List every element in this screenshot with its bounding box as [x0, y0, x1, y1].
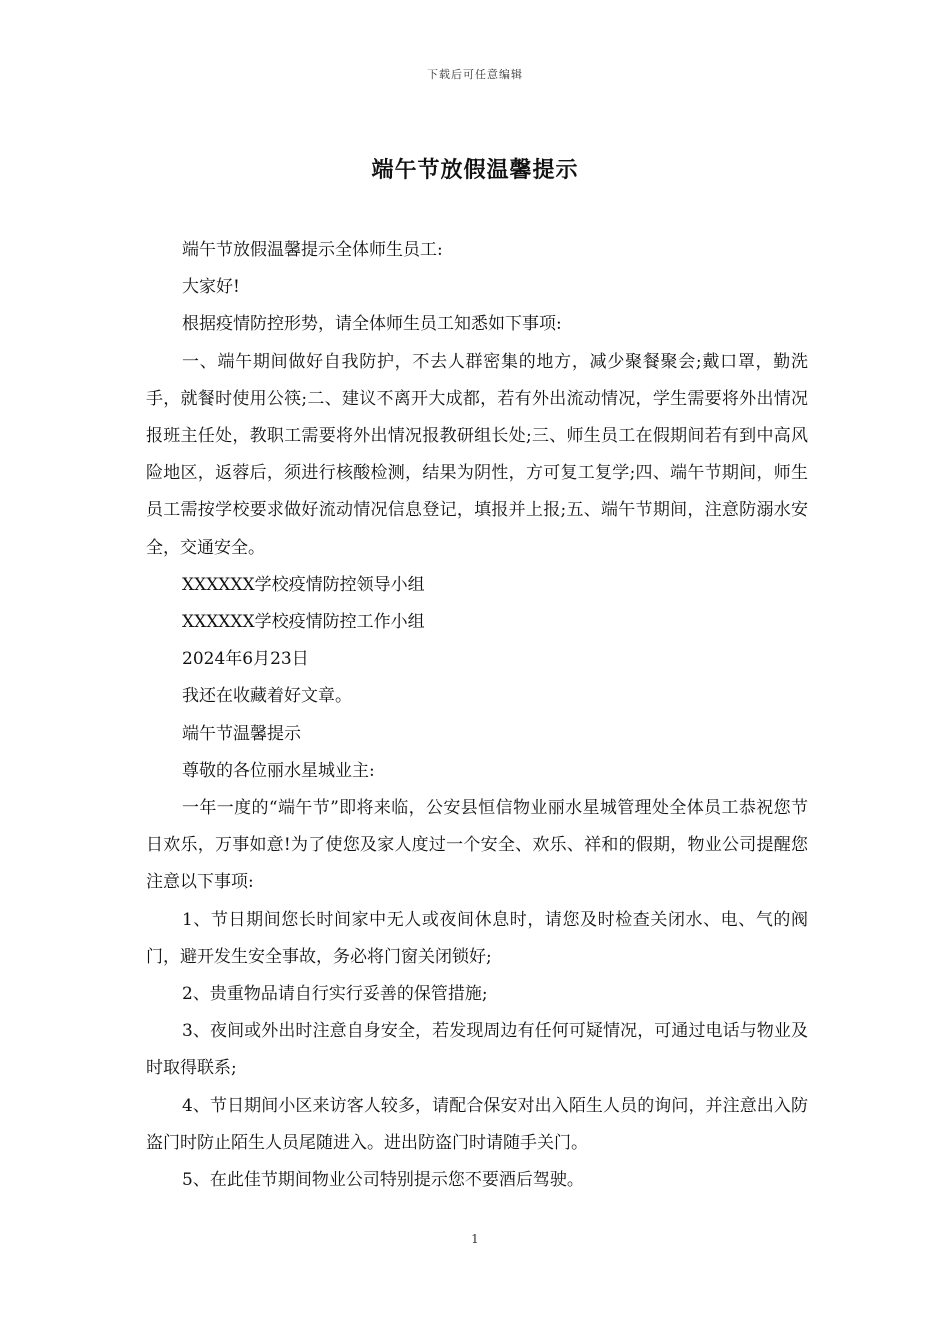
- signature-leadership-group: XXXXXX学校疫情防控领导小组: [182, 574, 425, 595]
- document-title: 端午节放假温馨提示: [371, 157, 579, 183]
- list-item-1: 1、节日期间您长时间家中无人或夜间休息时，请您及时检查关闭水、电、气的阀门，避开发生安全事故，务必将门窗关闭锁好;: [146, 909, 808, 967]
- page-number: 1: [471, 1232, 479, 1246]
- document-body: [146, 232, 808, 1199]
- paragraph-note: 我还在收藏着好文章。: [182, 686, 352, 707]
- paragraph-festival-intro: 一年一度的“端午节”即将来临，公安县恒信物业丽水星城管理处全体员工恭祝您节日欢乐，万事如意!为了使您及家人度过一个安全、欢乐、祥和的假期，物业公司提醒您注意以下事项:: [146, 798, 808, 893]
- list-item-5: 5、在此佳节期间物业公司特别提示您不要酒后驾驶。: [182, 1170, 584, 1191]
- signature-date: 2024年6月23日: [182, 649, 309, 670]
- paragraph-greeting: 大家好!: [182, 277, 240, 298]
- paragraph-intro: 根据疫情防控形势，请全体师生员工知悉如下事项:: [182, 314, 562, 335]
- signature-work-group: XXXXXX学校疫情防控工作小组: [182, 612, 425, 633]
- header-note: 下载后可任意编辑: [427, 68, 523, 81]
- paragraph-notice-items: 一、端午期间做好自我防护，不去人群密集的地方，减少聚餐聚会;戴口罩，勤洗手，就餐时使用公筷;二、建议不离开大成都，若有外出流动情况，学生需要将外出情况报班主任处，教职工需要将外出情况报教研组长处;三、师生员工在假期间若有到中高风险地区，返蓉后，须进行核酸检测，结果为阴性，方可复工复学;四、端午节期间，师生员工需按学校要求做好流动情况信息登记，填报并上报;五、端午节期间，注意防溺水安全，交通安全。: [146, 351, 808, 558]
- list-item-4: 4、节日期间小区来访客人较多，请配合保安对出入陌生人员的询问，并注意出入防盗门时防止陌生人员尾随进入。进出防盗门时请随手关门。: [146, 1095, 808, 1153]
- list-item-3: 3、夜间或外出时注意自身安全，若发现周边有任何可疑情况，可通过电话与物业及时取得联系;: [146, 1021, 808, 1079]
- section-heading: 端午节温馨提示: [182, 723, 301, 744]
- list-item-2: 2、贵重物品请自行实行妥善的保管措施;: [182, 984, 488, 1005]
- paragraph-salutation-owners: 尊敬的各位丽水星城业主:: [182, 760, 375, 781]
- paragraph-salutation-staff: 端午节放假温馨提示全体师生员工:: [182, 240, 443, 260]
